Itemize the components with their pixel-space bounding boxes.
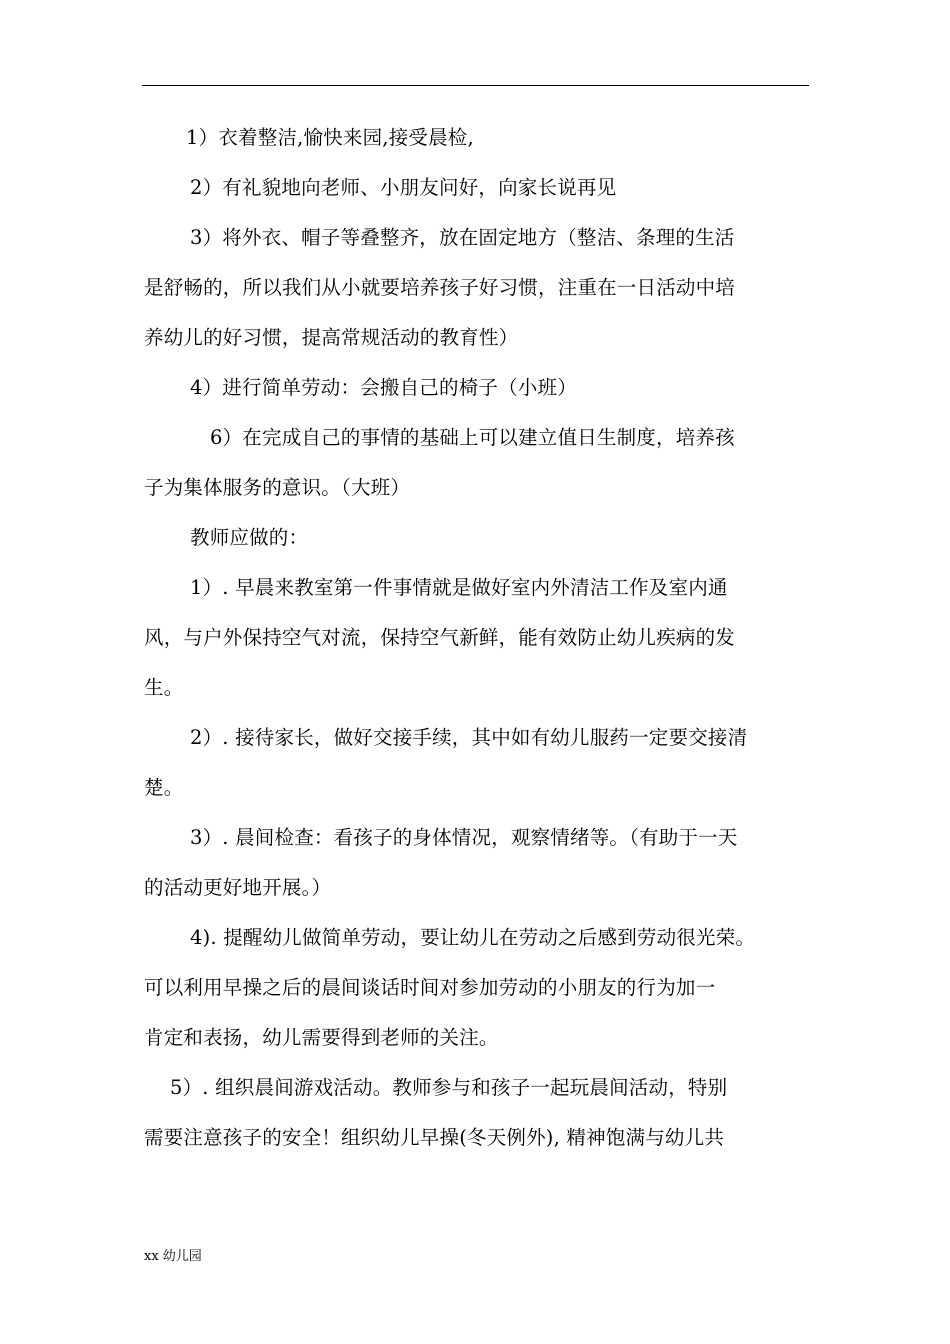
text-line: 可以利用早操之后的晨间谈话时间对参加劳动的小朋友的行为加一 [144,976,716,999]
text-line: 4). 提醒幼儿做简单劳动，要让幼儿在劳动之后感到劳动很光荣。 [190,926,756,949]
text-line: 的活动更好地开展。） [144,876,332,899]
section-heading: 教师应做的： [190,526,309,549]
text-line: 6）在完成自己的事情的基础上可以建立值日生制度，培养孩 [210,426,735,449]
text-line: 2）. 接待家长，做好交接手续，其中如有幼儿服药一定要交接清 [190,726,748,749]
text-line: 3）将外衣、帽子等叠整齐，放在固定地方（整洁、条理的生活 [190,226,735,249]
text-line: 是舒畅的，所以我们从小就要培养孩子好习惯，注重在一日活动中培 [144,276,736,299]
text-line: 生。 [144,676,184,699]
text-line: 2）有礼貌地向老师、小朋友问好，向家长说再见 [190,176,617,199]
text-line: 1）衣着整洁,愉快来园,接受晨检, [186,126,474,149]
text-line: 肯定和表扬，幼儿需要得到老师的关注。 [144,1026,499,1049]
text-line: 5）. 组织晨间游戏活动。教师参与和孩子一起玩晨间活动，特别 [170,1076,728,1099]
text-line: 4）进行简单劳动：会搬自己的椅子（小班） [190,376,577,399]
text-line: 3）. 晨间检查：看孩子的身体情况，观察情绪等。（有助于一天 [190,826,738,849]
text-line: 1）. 早晨来教室第一件事情就是做好室内外清洁工作及室内通 [190,576,728,599]
text-line: 需要注意孩子的安全！组织幼儿早操(冬天例外), 精神饱满与幼儿共 [144,1126,725,1149]
header-rule [142,85,809,86]
text-line: 楚。 [144,776,184,799]
page-footer: xx 幼儿园 [144,1249,202,1264]
text-line: 风，与户外保持空气对流，保持空气新鲜，能有效防止幼儿疾病的发 [144,626,736,649]
text-line: 养幼儿的好习惯，提高常规活动的教育性） [144,326,519,349]
text-line: 子为集体服务的意识。（大班） [144,476,411,499]
